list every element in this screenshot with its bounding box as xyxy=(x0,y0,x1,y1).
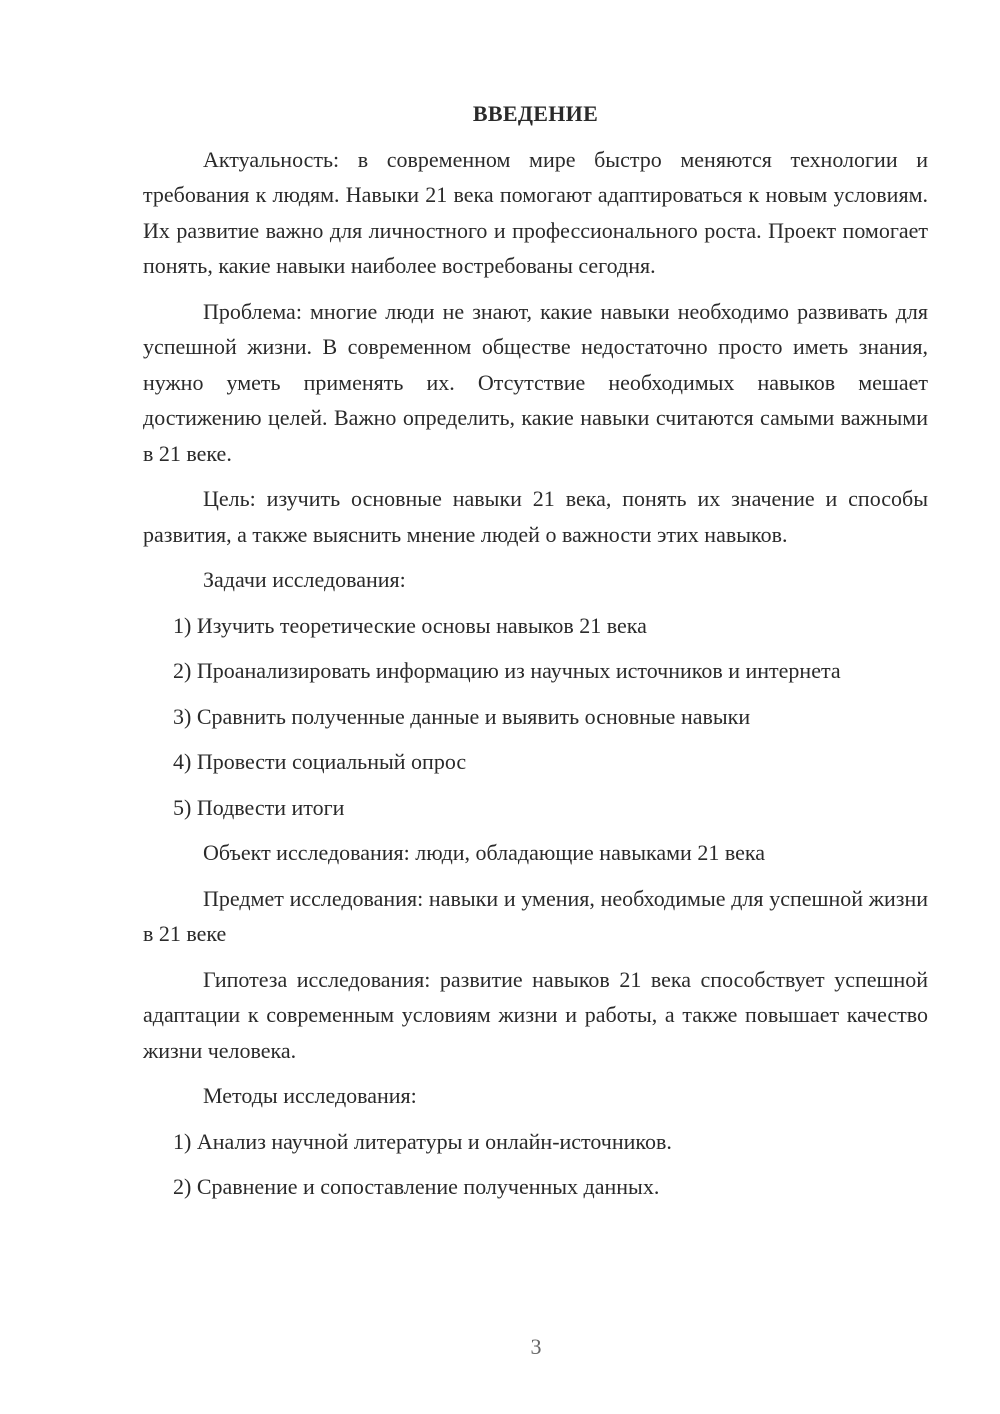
methods-heading: Методы исследования: xyxy=(203,1083,417,1108)
document-body xyxy=(143,96,928,1215)
page-number: 3 xyxy=(530,1334,542,1359)
method-item: 1) Анализ научной литературы и онлайн-источников. xyxy=(173,1128,672,1154)
task-item: 5) Подвести итоги xyxy=(173,794,345,820)
task-item: 2) Проанализировать информацию из научных источников и интернета xyxy=(173,658,841,683)
task-item: 4) Провести социальный опрос xyxy=(173,749,467,774)
hypothesis-paragraph: Гипотеза исследования: развитие навыков 21 века способствует успешной адаптации к современным условиям жизни и работы, а также повышает качество жизни человека. xyxy=(143,966,928,1063)
problem-paragraph: Проблема: многие люди не знают, какие навыки необходимо развивать для успешной жизни. В современном обществе недостаточно просто иметь знания, нужно уметь применять их. Отсутствие необходимых навыков мешает достижению целей. Важно определить, какие навыки считаются самыми важными в 21 веке. xyxy=(143,298,928,466)
goal-paragraph: Цель: изучить основные навыки 21 века, понять их значение и способы развития, а также выяснить мнение людей о важности этих навыков. xyxy=(143,486,928,547)
relevance-paragraph: Актуальность: в современном мире быстро меняются технологии и требования к людям. Навыки 21 века помогают адаптироваться к новым условиям. Их развитие важно для личностного и профессионального роста. Проект помогает понять, какие навыки наиболее востребованы сегодня. xyxy=(143,146,928,278)
task-item: 1) Изучить теоретические основы навыков 21 века xyxy=(173,612,647,638)
object-paragraph: Объект исследования: люди, обладающие навыками 21 века xyxy=(203,840,765,865)
section-title: ВВЕДЕНИЕ xyxy=(472,101,599,126)
subject-paragraph: Предмет исследования: навыки и умения, необходимые для успешной жизни в 21 веке xyxy=(143,885,928,946)
task-item: 3) Сравнить полученные данные и выявить основные навыки xyxy=(173,703,751,729)
method-item: 2) Сравнение и сопоставление полученных данных. xyxy=(173,1174,660,1199)
tasks-heading: Задачи исследования: xyxy=(203,567,406,592)
